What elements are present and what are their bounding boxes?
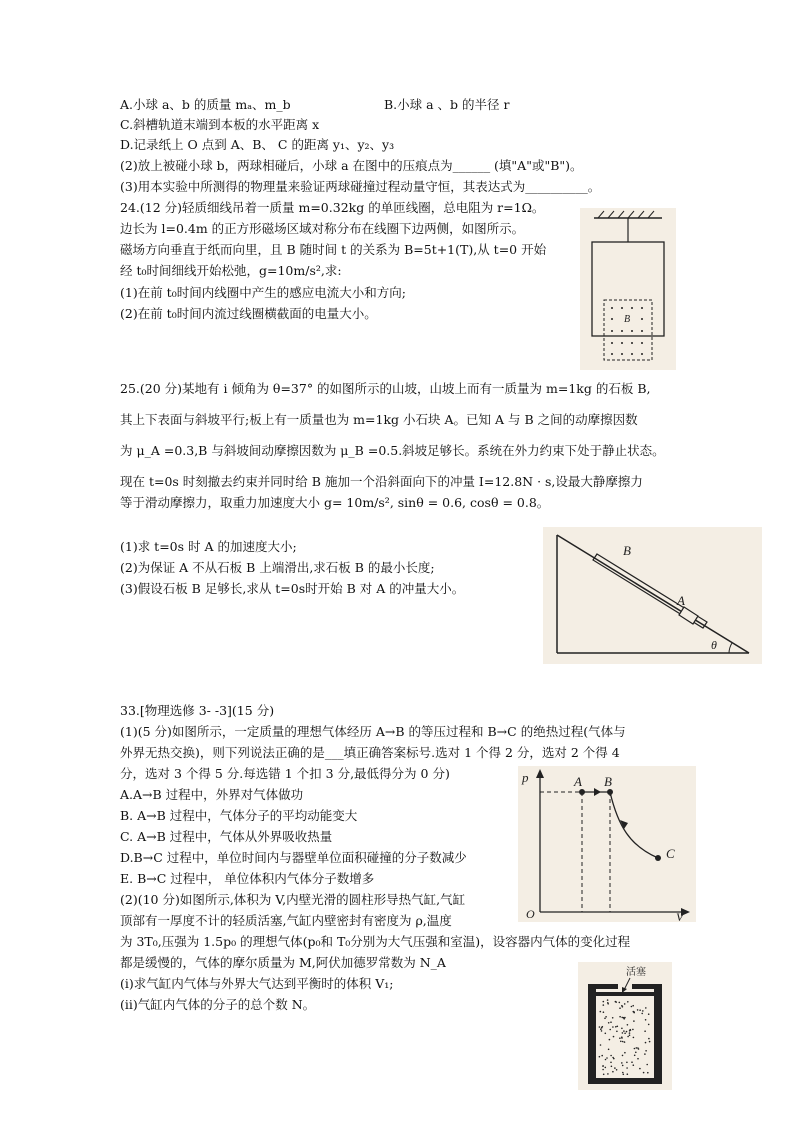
gas-molecule-dot (626, 1067, 628, 1069)
gas-molecule-dot (602, 1065, 604, 1067)
q33-part2-line2: 顶部有一厚度不计的轻质活塞,气缸内壁密封有密度为 ρ,温度 (120, 913, 452, 928)
gas-molecule-dot (608, 1049, 610, 1051)
q33-part2-question-1: (i)求气缸内气体与外界大气达到平衡时的体积 V₁; (120, 976, 394, 991)
gas-molecule-dot (622, 1032, 624, 1034)
gas-molecule-dot (616, 1031, 618, 1033)
gas-molecule-dot (601, 1030, 603, 1032)
gas-molecule-dot (632, 1029, 634, 1031)
gas-molecule-dot (611, 1066, 613, 1068)
gas-molecule-dot (619, 1002, 621, 1004)
q33-option-b: B. A→B 过程中，气体分子的平均动能变大 (120, 808, 358, 823)
gas-molecule-dot (624, 1003, 626, 1005)
q25-line3: 为 μ_A =0.3,B 与斜坡间动摩擦因数为 μ_B =0.5.斜坡足够长。系统在外力约束下处于静止状态。 (120, 443, 665, 458)
q23-option-c: C.斜槽轨道末端到本板的水平距离 x (120, 117, 320, 132)
gas-molecule-dot (619, 1037, 621, 1039)
q23-option-d: D.记录纸上 O 点到 A、B、 C 的距离 y₁、y₂、y₃ (120, 137, 395, 152)
gas-molecule-dot (599, 1026, 601, 1028)
gas-molecule-dot (601, 1027, 603, 1029)
gas-molecule-dot (633, 1020, 635, 1022)
q33-part2-question-2: (ii)气缸内气体的分子的总个数 N。 (120, 997, 316, 1012)
gas-molecule-dot (647, 1072, 649, 1074)
q33-option-e: E. B→C 过程中， 单位体积内气体分子数增多 (120, 871, 375, 886)
gas-molecule-dot (612, 1017, 614, 1019)
q24-line4: 经 t₀时间细线开始松弛，g=10m/s²,求: (120, 263, 342, 278)
q25-question-1: (1)求 t=0s 时 A 的加速度大小; (120, 539, 297, 554)
q25-line2: 其上下表面与斜坡平行;板上有一质量也为 m=1kg 小石块 A。已知 A 与 B 之间的动摩擦因数 (120, 412, 638, 427)
gas-molecule-dot (600, 1044, 602, 1046)
q25-label-theta: θ (711, 638, 717, 652)
q33-part2-line1: (2)(10 分)如图所示,体积为 V,内壁光滑的圆柱形导热气缸,气缸 (120, 892, 466, 907)
gas-molecule-dot (615, 1026, 617, 1028)
gas-molecule-dot (623, 1030, 625, 1032)
gas-molecule-dot (645, 1007, 647, 1009)
gas-molecule-dot (610, 1062, 612, 1064)
q23-part2: (2)放上被碰小球 b，两球相碰后，小球 a 在图中的压痕点为______ (填"A"或"B")。 (120, 158, 583, 173)
gas-molecule-dot (624, 1041, 626, 1043)
pv-origin: O (526, 907, 535, 921)
gas-molecule-dot (636, 1047, 638, 1049)
gas-molecule-dot (645, 1042, 647, 1044)
pv-point-a-label: A (574, 774, 582, 789)
gas-molecule-dot (603, 1001, 605, 1003)
gas-molecule-dot (620, 1041, 622, 1043)
q24-coil-figure (580, 208, 676, 370)
gas-molecule-dot (641, 1013, 643, 1015)
gas-molecule-dot (621, 1005, 623, 1007)
gas-molecule-dot (648, 1038, 650, 1040)
gas-molecule-dot (643, 1072, 645, 1074)
gas-molecule-dot (619, 1016, 621, 1018)
q25-line5: 等于滑动摩擦力，取重力加速度大小 g= 10m/s², sinθ = 0.6, cosθ = 0.8。 (120, 495, 550, 510)
q25-question-3: (3)假设石板 B 足够长,求从 t=0s时开始 B 对 A 的冲量大小。 (120, 581, 465, 596)
gas-molecule-dot (623, 1074, 625, 1076)
piston-label: 活塞 (626, 967, 646, 978)
q33-part2-line4: 都是缓慢的，气体的摩尔质量为 M,阿伏加德罗常数为 N_A (120, 955, 446, 970)
q33-pv-diagram (518, 766, 696, 922)
q25-question-2: (2)为保证 A 不从石板 B 上端滑出,求石板 B 的最小长度; (120, 560, 435, 575)
pv-point-c-label: C (666, 846, 675, 861)
gas-molecule-dot (624, 1033, 626, 1035)
gas-molecule-dot (599, 1056, 601, 1058)
gas-molecule-dot (631, 1061, 633, 1063)
q25-slope-figure (543, 527, 762, 664)
gas-molecule-dot (610, 1055, 612, 1057)
q24-line3: 磁场方向垂直于纸而向里，且 B 随时间 t 的关系为 B=5t+1(T),从 t=0 开始 (120, 242, 547, 257)
gas-molecule-dot (648, 1024, 650, 1026)
gas-molecule-dot (649, 1041, 651, 1043)
gas-molecule-dot (645, 1019, 647, 1021)
gas-molecule-dot (637, 1009, 639, 1011)
gas-molecule-dot (633, 1037, 635, 1039)
gas-molecule-dot (617, 1026, 619, 1028)
q23-option-a: A.小球 a、b 的质量 mₐ、m_b (120, 97, 291, 112)
gas-molecule-dot (612, 1071, 614, 1073)
gas-molecule-dot (613, 1036, 615, 1038)
q33-option-c: C. A→B 过程中，气体从外界吸收热量 (120, 829, 333, 844)
pv-point-b-label: B (604, 774, 612, 789)
q25-label-b: B (623, 543, 631, 558)
gas-molecule-dot (627, 1001, 629, 1003)
gas-molecule-dot (616, 1069, 618, 1071)
gas-molecule-dot (622, 1072, 624, 1074)
q24-line1: 24.(12 分)轻质细线吊着一质量 m=0.32kg 的单匝线圈，总电阻为 r=1Ω。 (120, 200, 545, 215)
gas-molecule-dot (639, 1068, 641, 1070)
q25-line4: 现在 t=0s 时刻撤去约束并同时给 B 施加一个沿斜面向下的冲量 I=12.8N · s,设最大静摩擦力 (120, 474, 643, 489)
gas-molecule-dot (622, 1055, 624, 1057)
gas-molecule-dot (629, 1034, 631, 1036)
gas-molecule-dot (629, 1029, 631, 1031)
q24-question-2: (2)在前 t₀时间内流过线圈横截面的电量大小。 (120, 306, 377, 321)
q23-part3: (3)用本实验中所测得的物理量来验证两球碰撞过程动量守恒，其表达式为__________。 (120, 179, 601, 194)
q33-option-a: A.A→B 过程中，外界对气体做功 (120, 787, 304, 802)
gas-molecule-dot (634, 1048, 636, 1050)
gas-molecule-dot (619, 1007, 621, 1009)
gas-molecule-dot (648, 1013, 650, 1015)
gas-molecule-dot (621, 1028, 623, 1030)
q33-title: 33.[物理选修 3- -3](15 分) (120, 703, 275, 718)
q25-line1: 25.(20 分)某地有 i 倾角为 θ=37° 的如图所示的山坡，山坡上而有一质量为 m=1kg 的石板 B, (120, 381, 651, 396)
gas-molecule-dot (605, 1067, 607, 1069)
gas-molecule-dot (626, 1031, 628, 1033)
gas-molecule-dot (602, 1069, 604, 1071)
gas-molecule-dot (608, 1022, 610, 1024)
gas-molecule-dot (600, 1028, 602, 1030)
q33-line2: 外界无热交换)，则下列说法正确的是___填正确答案标号.选对 1 个得 2 分，选对 2 个得 4 (120, 745, 620, 760)
gas-molecule-dot (627, 1073, 629, 1075)
gas-molecule-dot (622, 1041, 624, 1043)
gas-molecule-dot (624, 1052, 626, 1054)
gas-molecule-dot (612, 1026, 614, 1028)
gas-molecule-dot (644, 1030, 646, 1032)
gas-molecule-dot (637, 1047, 639, 1049)
gas-molecule-dot (639, 1009, 641, 1011)
gas-molecule-dot (610, 1021, 612, 1023)
gas-molecules (599, 999, 651, 1075)
gas-molecule-dot (604, 1018, 606, 1020)
gas-molecule-dot (642, 1010, 644, 1012)
gas-molecule-dot (631, 1006, 633, 1008)
gas-molecule-dot (606, 1057, 608, 1059)
gas-molecule-dot (634, 1055, 636, 1057)
gas-molecule-dot (614, 1067, 616, 1069)
gas-molecule-dot (622, 1065, 624, 1067)
gas-molecule-dot (632, 1005, 634, 1007)
q25-slope-svg (543, 527, 762, 664)
q23-option-b: B.小球 a 、b 的半径 r (384, 97, 510, 112)
q25-label-a: A (677, 593, 685, 608)
gas-molecule-dot (612, 1057, 614, 1059)
q33-pv-svg (518, 766, 696, 922)
gas-molecule-dot (607, 999, 609, 1001)
gas-molecule-dot (605, 1016, 607, 1018)
gas-molecule-dot (600, 1011, 602, 1013)
gas-molecule-dot (644, 1053, 646, 1055)
gas-molecule-dot (637, 1058, 639, 1060)
q33-part2-line3: 为 3T₀,压强为 1.5p₀ 的理想气体(p₀和 T₀分别为大气压强和室温)，设容器内气体的变化过程 (120, 934, 631, 949)
gas-molecule-dot (601, 1055, 603, 1057)
q33-line1: (1)(5 分)如图所示，一定质量的理想气体经历 A→B 的等压过程和 B→C 的绝热过程(气体与 (120, 724, 626, 739)
q33-cylinder-figure (578, 962, 672, 1090)
gas-molecule-dot (633, 1064, 635, 1066)
q24-field-label: B (624, 314, 631, 325)
q24-coil-svg (580, 208, 676, 370)
q24-question-1: (1)在前 t₀时间内线圈中产生的感应电流大小和方向; (120, 285, 406, 300)
gas-molecule-dot (627, 1024, 629, 1026)
gas-molecule-dot (629, 1032, 631, 1034)
gas-molecule-dot (609, 1029, 611, 1031)
gas-molecule-dot (605, 1059, 607, 1061)
gas-molecule-dot (635, 1052, 637, 1054)
q33-cylinder-svg (578, 962, 672, 1090)
pv-axis-p: p (522, 770, 529, 785)
gas-molecule-dot (603, 1074, 605, 1076)
gas-molecule-dot (621, 1062, 623, 1064)
gas-molecule-dot (607, 1073, 609, 1075)
gas-molecule-dot (633, 1012, 635, 1014)
q24-line2: 边长为 l=0.4m 的正方形磁场区域对称分布在线圈下边两侧，如图所示。 (120, 221, 525, 236)
gas-molecule-dot (615, 1001, 617, 1003)
gas-molecule-dot (646, 1064, 648, 1066)
gas-molecule-dot (603, 1004, 605, 1006)
gas-molecule-dot (626, 1062, 628, 1064)
q33-option-d: D.B→C 过程中，单位时间内与器壁单位面积碰撞的分子数减少 (120, 850, 467, 865)
gas-molecule-dot (607, 1002, 609, 1004)
pv-axis-v: V (676, 910, 684, 922)
gas-molecule-dot (603, 1011, 605, 1013)
gas-molecule-dot (645, 1050, 647, 1052)
gas-molecule-dot (627, 1036, 629, 1038)
gas-molecule-dot (623, 1018, 625, 1020)
gas-molecule-dot (621, 1036, 623, 1038)
q33-line3: 分，选对 3 个得 5 分.每选错 1 个扣 3 分,最低得分为 0 分) (120, 766, 450, 781)
gas-molecule-dot (605, 1033, 607, 1035)
gas-molecule-dot (609, 1039, 611, 1041)
